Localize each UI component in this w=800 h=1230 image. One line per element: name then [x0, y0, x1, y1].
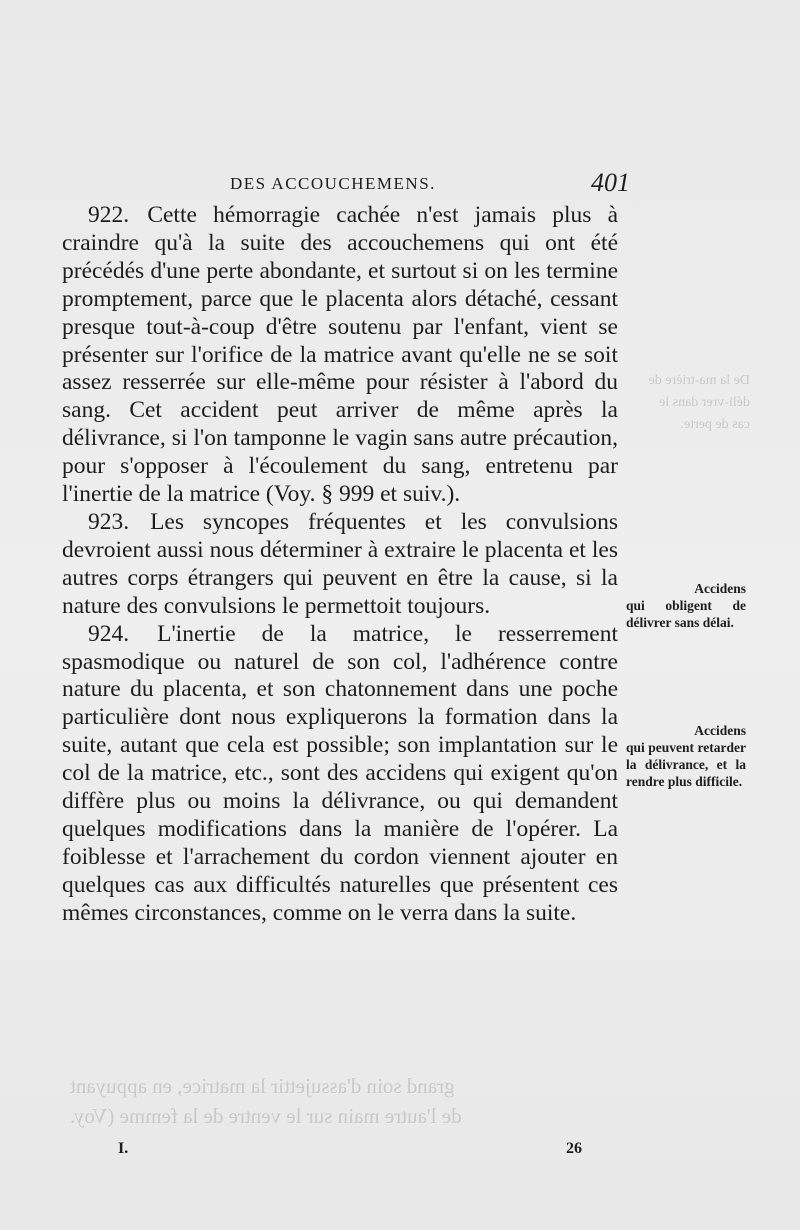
- margin-note-heading: Accidens: [694, 581, 746, 596]
- margin-note-urgent-delivery: [626, 580, 746, 631]
- paragraph-924: [62, 621, 618, 928]
- running-head: DES ACCOUCHEMENS.: [230, 174, 436, 193]
- paragraph-923: [62, 509, 618, 621]
- margin-note-delayed-delivery: [626, 722, 746, 790]
- paragraph-922: [62, 202, 618, 509]
- paragraph-text: Cette hémorragie cachée n'est jamais plus à craindre qu'à la suite des accouchemens qui ont été précédés d'une perte abondante, et surtout si on les termine promptement, parce que le placenta alors détaché, cessant presque tout-à-coup d'être soutenu par l'enfant, vient se présenter sur l'orifice de la matrice avant qu'elle ne se soit assez resserrée sur elle-même pour résister à l'abord du sang. Cet accident peut arriver de même après la délivrance, si l'on tamponne le vagin sans autre précaution, pour s'opposer à l'écoulement du sang, entretenu par l'inertie de la matrice (Voy. § 999 et suiv.).: [62, 202, 618, 508]
- paragraph-text: Les syncopes fréquentes et les convulsions devroient aussi nous déterminer à extraire le placenta et les autres corps étrangers qui peuvent en être la cause, si la nature des convulsions le permettoit toujours.: [62, 508, 619, 619]
- show-through-decoration: De la ma-trière de déli-vrer dans le cas de perte.: [648, 373, 750, 432]
- paragraph-text: L'inertie de la matrice, le resserrement spasmodique ou naturel de son col, l'adhérence contre nature du placenta, et son chatonnement dans une poche particulière dont nous expliquerons la formation dans la suite, autant que cela est possible; son implantation sur le col de la matrice, etc., sont des accidens qui exigent qu'on diffère plus ou moins la délivrance, ou qui demandent quelques modifications dans la manière de l'opérer. La foiblesse et l'arrachement du cordon viennent ajouter en quelques cas aux difficultés naturelles que présentent ces mêmes circonstances, comme on le verra dans la suite.: [62, 620, 618, 926]
- page-footer: [118, 1140, 588, 1164]
- paragraph-number: 924.: [88, 620, 130, 647]
- margin-note-heading: Accidens: [694, 723, 746, 738]
- margin-note-text: qui peuvent retarder la délivrance, et la rendre plus difficile.: [626, 740, 746, 789]
- paragraph-number: 922.: [88, 202, 130, 228]
- margin-note-text: qui obligent de délivrer sans délai.: [626, 598, 746, 630]
- show-through-decoration: grand soin d'assujettir la matrice, en appuyant: [70, 1074, 455, 1098]
- show-through-decoration: de l'autre main sur le ventre de la femme (Voy.: [70, 1104, 462, 1128]
- main-text: [62, 202, 618, 928]
- paragraph-number: 923.: [88, 508, 130, 535]
- signature-mark: I.: [118, 1140, 129, 1157]
- page-header: [70, 168, 630, 204]
- page-number: 26: [566, 1140, 582, 1157]
- page-folio: 401: [591, 168, 630, 197]
